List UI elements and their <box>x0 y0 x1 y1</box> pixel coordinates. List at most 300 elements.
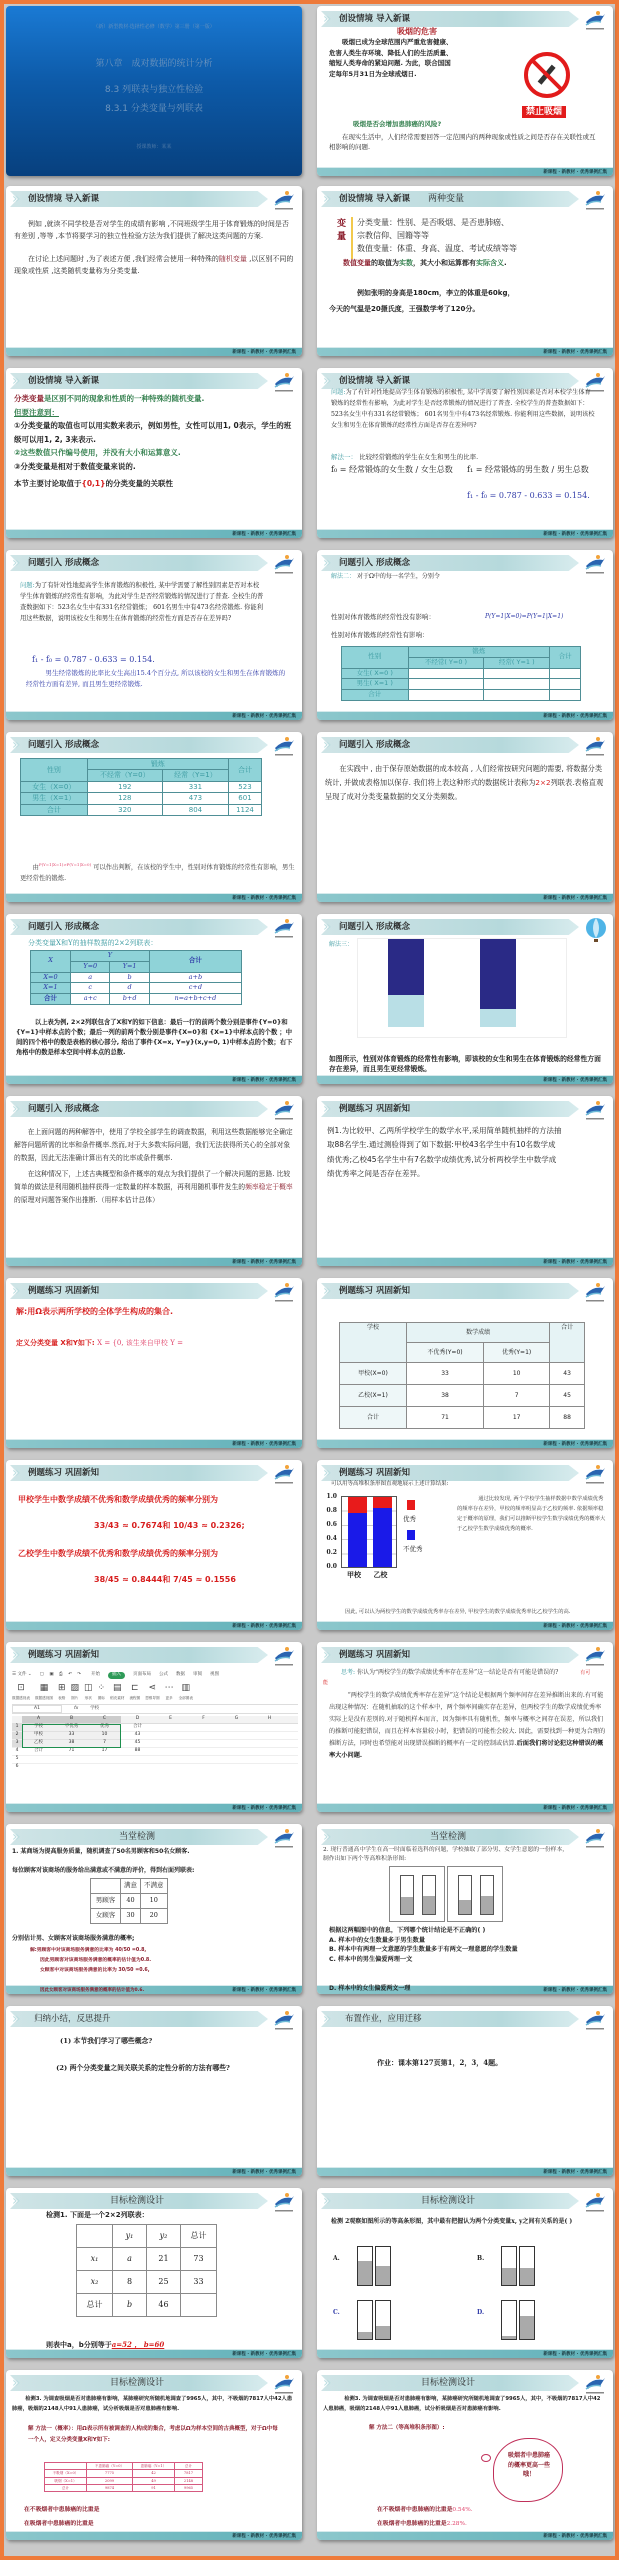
slide-footer <box>317 893 613 902</box>
answer-text: a=52 ， b=60 <box>111 2340 165 2349</box>
school-logo-icon <box>583 736 607 758</box>
legend-not-excellent-swatch <box>407 1530 415 1540</box>
slide-footer <box>317 347 613 356</box>
para-line: 危害人类生存环境、降低人们的生活质量、 <box>329 48 453 57</box>
footer-text: 新课程 · 新教材 · 优秀课例汇集 <box>232 714 296 719</box>
chevron-icon: » <box>12 1465 17 1481</box>
slide-5[interactable] <box>6 368 302 538</box>
footer-text: 新课程 · 新教材 · 优秀课例汇集 <box>543 1806 607 1811</box>
slide-24[interactable] <box>317 2006 613 2176</box>
cell: d <box>110 983 149 994</box>
option-label: C. <box>333 2309 340 2316</box>
answer-text: 有可能 <box>323 1670 591 1687</box>
tool-label: 更多 <box>165 1695 173 1700</box>
question-line: 每位顾客对该商场的服务给出满意或不满意的评价，得到右面列联表: <box>12 1867 195 1874</box>
cell: a <box>71 972 110 983</box>
slide-15[interactable] <box>6 1278 302 1448</box>
col-header[interactable]: G <box>234 1716 239 1721</box>
rate-line-nonsmoker: 在不吸烟者中患肺癌的比重是 <box>24 2507 100 2513</box>
cell[interactable]: 45 <box>134 1740 141 1745</box>
slide-footer <box>6 1439 302 1448</box>
school-logo-icon <box>272 1282 296 1304</box>
cell[interactable]: 乙校 <box>34 1740 43 1745</box>
option-label: A. <box>333 2255 340 2262</box>
banner-title: 目标检测设计 <box>109 2196 164 2206</box>
chevron-icon: » <box>323 919 328 935</box>
cell: 总计 <box>175 2463 203 2470</box>
school-logo-icon <box>272 1646 296 1668</box>
slide-28[interactable] <box>317 2370 613 2540</box>
legend-not-excellent-label: 不优秀 <box>403 1545 423 1553</box>
cell[interactable]: 17 <box>101 1748 108 1753</box>
cell: 71 <box>406 1407 483 1429</box>
think-block <box>323 1668 593 1688</box>
bar-chart-male <box>389 1866 445 1922</box>
cell[interactable]: 71 <box>68 1748 75 1753</box>
no-smoking-label: 禁止吸烟 <box>522 106 566 118</box>
slide-footer <box>6 529 302 538</box>
y-tick: 0.6 <box>326 1521 337 1528</box>
slide-8[interactable] <box>317 550 613 720</box>
tool-picture[interactable]: ▨ 图片 <box>70 1683 79 1700</box>
slide-4[interactable] <box>317 186 613 356</box>
definition-line <box>14 392 294 406</box>
cell: 33 <box>406 1363 483 1385</box>
tool-mindmap[interactable]: ⋖ 思维导图 <box>145 1683 160 1700</box>
cell[interactable]: 合计 <box>133 1724 142 1729</box>
text-span: 的取值为 <box>371 259 399 267</box>
legend-excellent-swatch <box>407 1500 415 1510</box>
header-y1: Y=1 <box>110 961 149 972</box>
footer-text: 新课程 · 新教材 · 优秀课例汇集 <box>232 2170 296 2175</box>
cell: 30 <box>121 1909 141 1924</box>
sheet-row <box>12 1756 298 1764</box>
para-text: 在上面问题的两种解答中，使用了学校全部学生的调查数据，利用这些数据能够完全确定解答问题所需的比率和条件概率.然而,对于大多数实际问题，我们无法获得所关心的全部对象的数据，因此无法准确计算出有关的比率或条件概率. <box>14 1128 293 1162</box>
header-school: 学校 <box>340 1323 407 1363</box>
method-text: 解 方法二（等高堆积条形图）: <box>369 2425 445 2431</box>
para-line: 缩短人类寿命的紧迫问题. 为此，联合国国 <box>329 59 451 68</box>
cell[interactable]: 43 <box>134 1732 141 1737</box>
option-b-chart[interactable] <box>477 2244 597 2294</box>
header-y0: Y=0 <box>71 961 110 972</box>
cell: 不患肺癌（Y=0） <box>87 2463 133 2470</box>
slide-footer <box>317 1257 613 1266</box>
slide-footer <box>317 1621 613 1630</box>
row-label: 女生( X=0 ) <box>342 668 409 679</box>
tool-label: 表格 <box>58 1695 66 1700</box>
cell[interactable]: 甲校 <box>34 1732 43 1737</box>
school-logo-icon <box>583 554 607 576</box>
bar-school-a-not-excellent <box>348 1513 367 1567</box>
cell: 46 <box>147 2294 181 2317</box>
tool-all-charts[interactable]: ▥ 全部图表 <box>178 1683 193 1700</box>
cell[interactable]: 不优秀 <box>64 1724 79 1729</box>
rate-value: 0.54%. <box>452 2507 473 2513</box>
banner-title: 问题引入 形成概念 <box>339 922 410 932</box>
cell <box>91 1879 121 1894</box>
cell: a+c <box>71 994 110 1005</box>
slide-19-spreadsheet[interactable] <box>6 1642 302 1812</box>
slide-footer <box>317 2167 613 2176</box>
tool-label: 数据透视图 <box>34 1695 53 1700</box>
header-exercise: 锻炼 <box>87 759 228 770</box>
cell: 128 <box>87 793 162 804</box>
slide-footer <box>317 711 613 720</box>
cell <box>181 2294 217 2317</box>
banner-title: 问题引入 形成概念 <box>28 740 99 750</box>
slide-10[interactable] <box>317 732 613 902</box>
row-header[interactable]: 6 <box>15 1764 19 1769</box>
tool-icon[interactable]: ⁘ 图标 <box>97 1683 106 1700</box>
header-total: 合计 <box>149 951 241 973</box>
text-span: 在实践中 , 由于保存原始数据的成本较高 , 人们经常按研究问题的需要, 将数据分类统计, 并做成表格加以保存. 我们将上表这种形式的数据统计表称为 <box>325 764 603 788</box>
slide-sorter-view <box>4 4 615 2556</box>
slide-footer <box>317 529 613 538</box>
x-definition: X = {0, 该生来自甲校 <box>97 1339 168 1347</box>
cell: 7817 <box>175 2470 203 2477</box>
cell[interactable]: 38 <box>68 1740 75 1745</box>
slide-14[interactable] <box>317 1096 613 1266</box>
footer-text: 新课程 · 新教材 · 优秀课例汇集 <box>232 2352 296 2357</box>
y-tick: 0.2 <box>326 1549 337 1556</box>
tab-page-layout[interactable]: 页面布局 <box>133 1672 152 1677</box>
tool-label: 流程图 <box>129 1695 141 1700</box>
school-logo-icon <box>583 2374 607 2396</box>
slide-12[interactable] <box>317 914 613 1084</box>
satisfaction-table <box>90 1878 168 1924</box>
slide-25[interactable] <box>6 2188 302 2358</box>
banner-text: 创设情境 导入新课 <box>339 194 410 204</box>
text-span: {0,1} <box>81 479 106 488</box>
detection-table <box>76 2224 217 2317</box>
y-tick: 0.4 <box>326 1535 337 1542</box>
table-row <box>340 1385 585 1407</box>
cell: 20 <box>141 1909 168 1924</box>
cell[interactable]: 33 <box>68 1732 75 1737</box>
ask-line: 根据这两幅图中的信息，下列哪个统计结论是不正确的( ) <box>329 1927 486 1934</box>
formula-f0: f₀ = 经常锻炼的女生数 / 女生总数 <box>331 465 453 474</box>
footer-text: 新课程 · 新教材 · 优秀课例汇集 <box>232 350 296 355</box>
cell: 40 <box>121 1894 141 1909</box>
cell: 合计 <box>31 994 71 1005</box>
cell: 331 <box>162 781 228 792</box>
option-d[interactable]: D. 样本中的女生偏爱两文一理 <box>329 1985 411 1992</box>
slide-21[interactable] <box>6 1824 302 1994</box>
chevron-icon: » <box>323 2011 328 2027</box>
slide-footer <box>317 1439 613 1448</box>
name-box[interactable]: A1 <box>12 1705 62 1714</box>
tool-label: 图片 <box>71 1695 79 1700</box>
cell: 女生（X=0） <box>21 781 88 792</box>
equality-formula: P(Y=1|X=0)=P(Y=1|X=1) <box>485 613 564 620</box>
point-3: ③分类变量是相对于数值变量来说的. <box>14 461 136 471</box>
footer-text: 新课程 · 新教材 · 优秀课例汇集 <box>232 1624 296 1629</box>
tool-more[interactable]: ⋯ 更多 <box>164 1683 174 1700</box>
slide-17[interactable] <box>6 1460 302 1630</box>
text-span: 的原理对问题答案作出推断.（用样本估计总体） <box>14 1195 159 1204</box>
cell: 总计 <box>77 2294 113 2317</box>
slide-1-title[interactable] <box>6 6 302 176</box>
row-header[interactable]: 2 <box>12 1732 22 1739</box>
text-span: 实数 <box>399 259 413 267</box>
no-effect-line: 性别对体育锻炼的经常性没有影响： <box>331 613 435 621</box>
cell: 9965 <box>175 2484 203 2491</box>
rate-value: 2.28%. <box>446 2521 467 2527</box>
method-label: 解法二： <box>331 573 356 580</box>
point-1: ①分类变量的取值也可以用实数来表示，例如男性，女性可以用1, 0表示，学生的班级可以用1, 2, 3来表示. <box>14 421 292 444</box>
table-row <box>31 983 242 994</box>
tab-review[interactable]: 审阅 <box>193 1672 203 1677</box>
text-span: 本节主要讨论取值于 <box>14 479 82 488</box>
tab-data[interactable]: 数据 <box>176 1672 186 1677</box>
cell: a+b <box>149 972 241 983</box>
solution-line: 女顾客中对该商场服务满意的比率为 30/50 =0.6, <box>40 1968 150 1974</box>
slide-27[interactable] <box>6 2370 302 2540</box>
chevron-icon: » <box>12 737 17 753</box>
bar-female-lower <box>388 995 424 1027</box>
school-logo-icon <box>272 1464 296 1486</box>
cell: 91 <box>133 2484 175 2491</box>
col-header[interactable]: D <box>135 1716 140 1721</box>
slide-footer <box>317 167 613 176</box>
book-subtitle: （新）新型教材·选择性必修（数学）第三册（第一版） <box>93 24 215 30</box>
col-header[interactable]: B <box>55 1716 88 1723</box>
school-logo-icon <box>272 2010 296 2032</box>
cell: 2148 <box>175 2477 203 2484</box>
option-a-chart[interactable] <box>333 2244 453 2294</box>
hot-air-balloon-icon <box>585 918 607 944</box>
banner-title: 问题引入 形成概念 <box>28 1104 99 1114</box>
text-span: 在吸烟者中患肺癌的比重是 <box>377 2521 447 2527</box>
slide-18[interactable] <box>317 1460 613 1630</box>
slide-16[interactable] <box>317 1278 613 1448</box>
banner-extra: 两种变量 <box>427 194 464 204</box>
footer-text: 新课程 · 新教材 · 优秀课例汇集 <box>543 1078 607 1083</box>
slide-footer <box>317 2531 613 2540</box>
slide-footer <box>317 1803 613 1812</box>
cell: 8 <box>113 2271 147 2294</box>
table-row <box>21 793 262 804</box>
footer-text: 新课程 · 新教材 · 优秀课例汇集 <box>232 1442 296 1447</box>
tool-table[interactable]: ⊞ 表格 <box>57 1683 66 1700</box>
quick-access-icons[interactable]: ▢ ▣ ⎙ ↶ ↷ <box>39 1672 84 1677</box>
thought-cloud <box>493 2438 563 2502</box>
thought-bubble-dot <box>481 2454 491 2462</box>
school-logo-icon <box>272 918 296 940</box>
tool-pivot-table[interactable]: ⊡ 数据透视表 <box>12 1683 30 1700</box>
cell[interactable]: 7 <box>103 1740 106 1745</box>
question-text: 检测 2观察如图所示的等高条形图，其中最有把握认为两个分类变量x, y之间有关系的是( ) <box>331 2218 573 2225</box>
slide-6[interactable] <box>317 368 613 538</box>
cell <box>45 2463 87 2470</box>
footer-text: 新课程 · 新教材 · 优秀课例汇集 <box>543 2352 607 2357</box>
table-row <box>77 2271 217 2294</box>
header-exercise: 锻炼 <box>408 647 550 658</box>
footer-text: 新课程 · 新教材 · 优秀课例汇集 <box>543 1988 607 1993</box>
chart-intro: 可以用等高堆积条形图直观地展示上述计算结果: <box>331 1481 449 1487</box>
method-text: 比较经常锻炼的学生在女生和男生的比率. <box>359 453 479 461</box>
formula-bar <box>12 1704 298 1714</box>
option-b[interactable]: B. 样本中有两理一文意愿的学生数量多于有两文一理意愿的学生数量 <box>329 1946 518 1954</box>
method-line <box>331 452 478 462</box>
cell: 总计 <box>45 2484 87 2491</box>
cell: 患肺癌（Y=1） <box>133 2463 175 2470</box>
slide-2[interactable] <box>317 6 613 176</box>
stacked-bar-chart <box>357 938 567 1038</box>
tab-view[interactable]: 视图 <box>210 1672 220 1677</box>
tool-flowchart[interactable]: ⊏ 流程图 <box>129 1683 141 1700</box>
text-span: 定义分类变量 X和Y如下: <box>16 1339 95 1347</box>
think-label: 思考: <box>341 1669 356 1676</box>
menu-file[interactable]: ☰ 文件 ⌄ <box>12 1672 32 1677</box>
banner-title: 例题练习 巩固新知 <box>339 1468 410 1478</box>
question-line: 1. 某商场为提高服务质量，随机调查了50名男顾客和50名女顾客. <box>12 1848 190 1855</box>
banner-title: 例题练习 巩固新知 <box>339 1286 410 1296</box>
cell: 合计 <box>340 1407 407 1429</box>
col-header[interactable]: H <box>267 1716 272 1721</box>
cell[interactable]: 88 <box>134 1748 141 1753</box>
tool-label: 形状 <box>84 1695 92 1700</box>
col-header[interactable]: C <box>88 1716 121 1723</box>
highlight-text: 频率稳定于概率 <box>245 1182 293 1191</box>
table-row <box>340 1407 585 1429</box>
highlight-text: 2×2 <box>535 778 551 788</box>
header-y0: 不优秀(Y=0) <box>406 1343 483 1363</box>
school-b-frequency-values: 38/45 ≈ 0.8444和 7/45 ≈ 0.1556 <box>94 1575 236 1584</box>
exercise-contingency-table <box>20 758 262 816</box>
cell: 不吸烟（X=0） <box>45 2470 87 2477</box>
table-row <box>340 1363 585 1385</box>
bar-school-b-not-excellent <box>373 1508 392 1567</box>
result-formula: f₁ - f₀ = 0.787 - 0.633 = 0.154. <box>32 655 155 664</box>
banner-title: 创设情境 导入新课 <box>339 376 410 386</box>
cell: 17 <box>484 1407 550 1429</box>
question-text: 为了有针对性地提高学生体育锻炼的积极性, 某中学需要了解性别因素是否对本校学生体育锻炼的经常性有影响，为此对学生是否经常锻炼的情况进行了普查. 全校生的普查数据如下：523名女生中有331名经常锻炼； 601名男生中有473名经常锻炼. 你能利用这些数据，说明该校女生和男生在体育锻炼的经常性方面是否存在差异吗? <box>20 582 264 623</box>
option-d-chart[interactable] <box>477 2298 597 2348</box>
row-header[interactable]: 5 <box>15 1756 19 1761</box>
chevron-icon: » <box>323 555 328 571</box>
banner-title: 目标检测设计 <box>420 2378 475 2388</box>
option-c[interactable]: C. 样本中的男生偏爱两理一文 <box>329 1955 413 1963</box>
fx-icon[interactable]: fx <box>74 1705 79 1711</box>
tab-formulas[interactable]: 公式 <box>159 1672 169 1677</box>
cell: 1124 <box>228 804 261 815</box>
slide-9[interactable] <box>6 732 302 902</box>
smoking-cancer-table <box>44 2462 203 2492</box>
slide-footer <box>317 1075 613 1084</box>
solution-line: 因此男顾客对该商场服务满意的概率的估计值为0.8. <box>40 1958 152 1964</box>
tab-home[interactable]: 开始 <box>91 1672 101 1677</box>
slide-22[interactable] <box>317 1824 613 1994</box>
text-span: 列联表.表格直观呈现了成对分类变量数据的交叉分类频数。 <box>325 778 604 802</box>
tab-insert[interactable]: 插入 <box>108 1672 125 1679</box>
cell: 7 <box>484 1385 550 1407</box>
cell[interactable]: 优秀 <box>100 1724 109 1729</box>
row-header[interactable]: 4 <box>15 1748 19 1753</box>
cell: 总计 <box>181 2225 217 2248</box>
row-header[interactable]: 1 <box>12 1724 22 1731</box>
school-logo-icon <box>272 1100 296 1122</box>
option-a[interactable]: A. 样本中的女生数量多于男生数量 <box>329 1936 426 1944</box>
header-y1: 经常（Y=1） <box>162 770 228 781</box>
cell: 49 <box>133 2477 175 2484</box>
footer-text: 新课程 · 新教材 · 优秀课例汇集 <box>543 2534 607 2539</box>
slide-13[interactable] <box>6 1096 302 1266</box>
slide-footer <box>6 711 302 720</box>
question-label: 问题: <box>20 582 35 589</box>
question-block <box>331 388 596 431</box>
tool-label: 思维导图 <box>145 1695 160 1700</box>
ribbon-menu <box>12 1672 298 1679</box>
row-header[interactable]: 3 <box>12 1740 22 1747</box>
cell[interactable]: 10 <box>101 1732 108 1737</box>
tool-label: 图标 <box>97 1695 105 1700</box>
x-label: 乙校 <box>373 1570 388 1579</box>
cell[interactable]: 学校 <box>34 1724 43 1729</box>
text-span: . <box>504 259 507 267</box>
bold-text: 后面我们将讨论犯这种错误的概率大小问题. <box>329 1740 604 1760</box>
chevron-icon: » <box>323 737 328 753</box>
cell: b <box>110 972 149 983</box>
footer-text: 新课程 · 新教材 · 优秀课例汇集 <box>543 1624 607 1629</box>
slide-26[interactable] <box>317 2188 613 2358</box>
slide-footer <box>6 893 302 902</box>
table-row <box>45 2477 203 2484</box>
slide-3[interactable] <box>6 186 302 356</box>
text-span: 的分类变量的关联性 <box>105 479 173 488</box>
text-span: 在不吸烟者中患肺癌的比重是 <box>377 2507 453 2513</box>
banner-title: 例题练习 巩固新知 <box>28 1650 99 1660</box>
tool-pivot-chart[interactable]: ▦ 数据透视图 <box>34 1683 53 1700</box>
cell: b <box>113 2294 147 2317</box>
cell[interactable]: 合计 <box>34 1748 43 1753</box>
conclusion-text: 因此, 可以认为两校学生的数学成绩优秀率存在差异, 甲校学生的数学成绩优秀率比乙校学生的高. <box>344 1609 571 1615</box>
col-header[interactable]: E <box>169 1716 172 1721</box>
option-c-chart[interactable] <box>333 2298 453 2348</box>
chevron-icon: » <box>323 11 328 27</box>
tool-assets[interactable]: ▤ 稻壳素材 <box>110 1683 125 1700</box>
cell: 乙校(X=1) <box>340 1385 407 1407</box>
chevron-icon: » <box>12 1647 17 1663</box>
options-block <box>329 1926 584 1964</box>
question-text: 2. 现行普通高中学生在高一时面临着选科的问题，学校抽取了部分男、女学生意愿的一份样本，制作出如下两个等高堆积条形图: <box>323 1847 569 1863</box>
tool-label: 数据透视表 <box>12 1695 30 1700</box>
highlight-text: 随机变量 <box>218 254 247 263</box>
slide-11[interactable] <box>6 914 302 1084</box>
point-2: ②这些数值只作编号使用，并没有大小和运算意义. <box>14 448 181 457</box>
school-logo-icon <box>583 2192 607 2214</box>
col-header[interactable]: A <box>22 1716 55 1723</box>
formula-input[interactable]: 学校 <box>90 1705 100 1711</box>
slide-23[interactable] <box>6 2006 302 2176</box>
school-logo-icon <box>583 1464 607 1486</box>
think-text: 你认为“两校学生的数学成绩优秀率存在差异”这一结论是否有可能是错误的? <box>356 1669 559 1676</box>
slide-7[interactable] <box>6 550 302 720</box>
slide-footer <box>6 347 302 356</box>
summary-question-2: (2) 两个分类变量之间关联关系的定性分析的方法有哪些? <box>56 2064 230 2072</box>
cell: 473 <box>162 793 228 804</box>
solution-line: 解:男顾客中对该商场服务满意的比率为 40/50 =0.8, <box>30 1948 147 1953</box>
categorical-examples-cont: 宗教信仰、国籍等等 <box>357 231 429 240</box>
col-header[interactable]: F <box>202 1716 205 1721</box>
header-x: X <box>31 951 71 973</box>
inequality-formula: P(Y=1|X=1)>P(Y=1|X=0) <box>38 862 92 867</box>
footer-text: 新课程 · 新教材 · 优秀课例汇集 <box>543 532 607 537</box>
tool-shape[interactable]: ◫ 形状 <box>84 1683 93 1700</box>
slide-20[interactable] <box>317 1642 613 1812</box>
header-total: 合计 <box>228 759 261 782</box>
no-smoking-icon <box>522 50 572 100</box>
